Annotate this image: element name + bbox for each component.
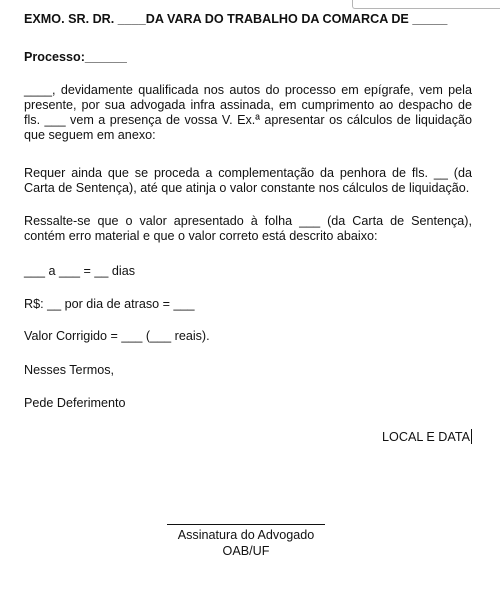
closing-terms: Nesses Termos,: [24, 363, 115, 377]
local-and-date-text: LOCAL E DATA: [382, 430, 470, 444]
text-cursor: [471, 429, 472, 444]
paragraph-request: Requer ainda que se proceda a complementação da penhora de fls. __ (da Carta de Sentença), até que atinja o valor constante nos cálculos de liquidação.: [24, 166, 472, 195]
closing-request: Pede Deferimento: [24, 396, 126, 410]
window-corner-frame: [352, 0, 500, 9]
paragraph-material-error: Ressalte-se que o valor apresentado à folha ___ (da Carta de Sentença), contém erro material e que o valor correto está descrito abaixo:: [24, 214, 472, 243]
process-number-label: Processo:______: [24, 50, 127, 64]
signature-line: [167, 524, 325, 525]
signature-name: Assinatura do Advogado: [177, 528, 315, 542]
signature-oab: OAB/UF: [222, 544, 270, 558]
paragraph-introduction: ____, devidamente qualificada nos autos do processo em epígrafe, vem pela presente, por sua advogada infra assinada, em cumprimento ao despacho de fls. ___ vem a presença de vossa V. Ex.ª apresentar os cálculos de liquidação que seguem em anexo:: [24, 83, 472, 142]
document-heading: EXMO. SR. DR. ____DA VARA DO TRABALHO DA COMARCA DE _____: [24, 12, 448, 26]
line-daily-amount: R$: __ por dia de atraso = ___: [24, 297, 195, 311]
line-corrected-value: Valor Corrigido = ___ (___ reais).: [24, 329, 210, 343]
local-and-date[interactable]: [382, 429, 472, 445]
line-days-calculation: ___ a ___ = __ dias: [24, 264, 135, 278]
